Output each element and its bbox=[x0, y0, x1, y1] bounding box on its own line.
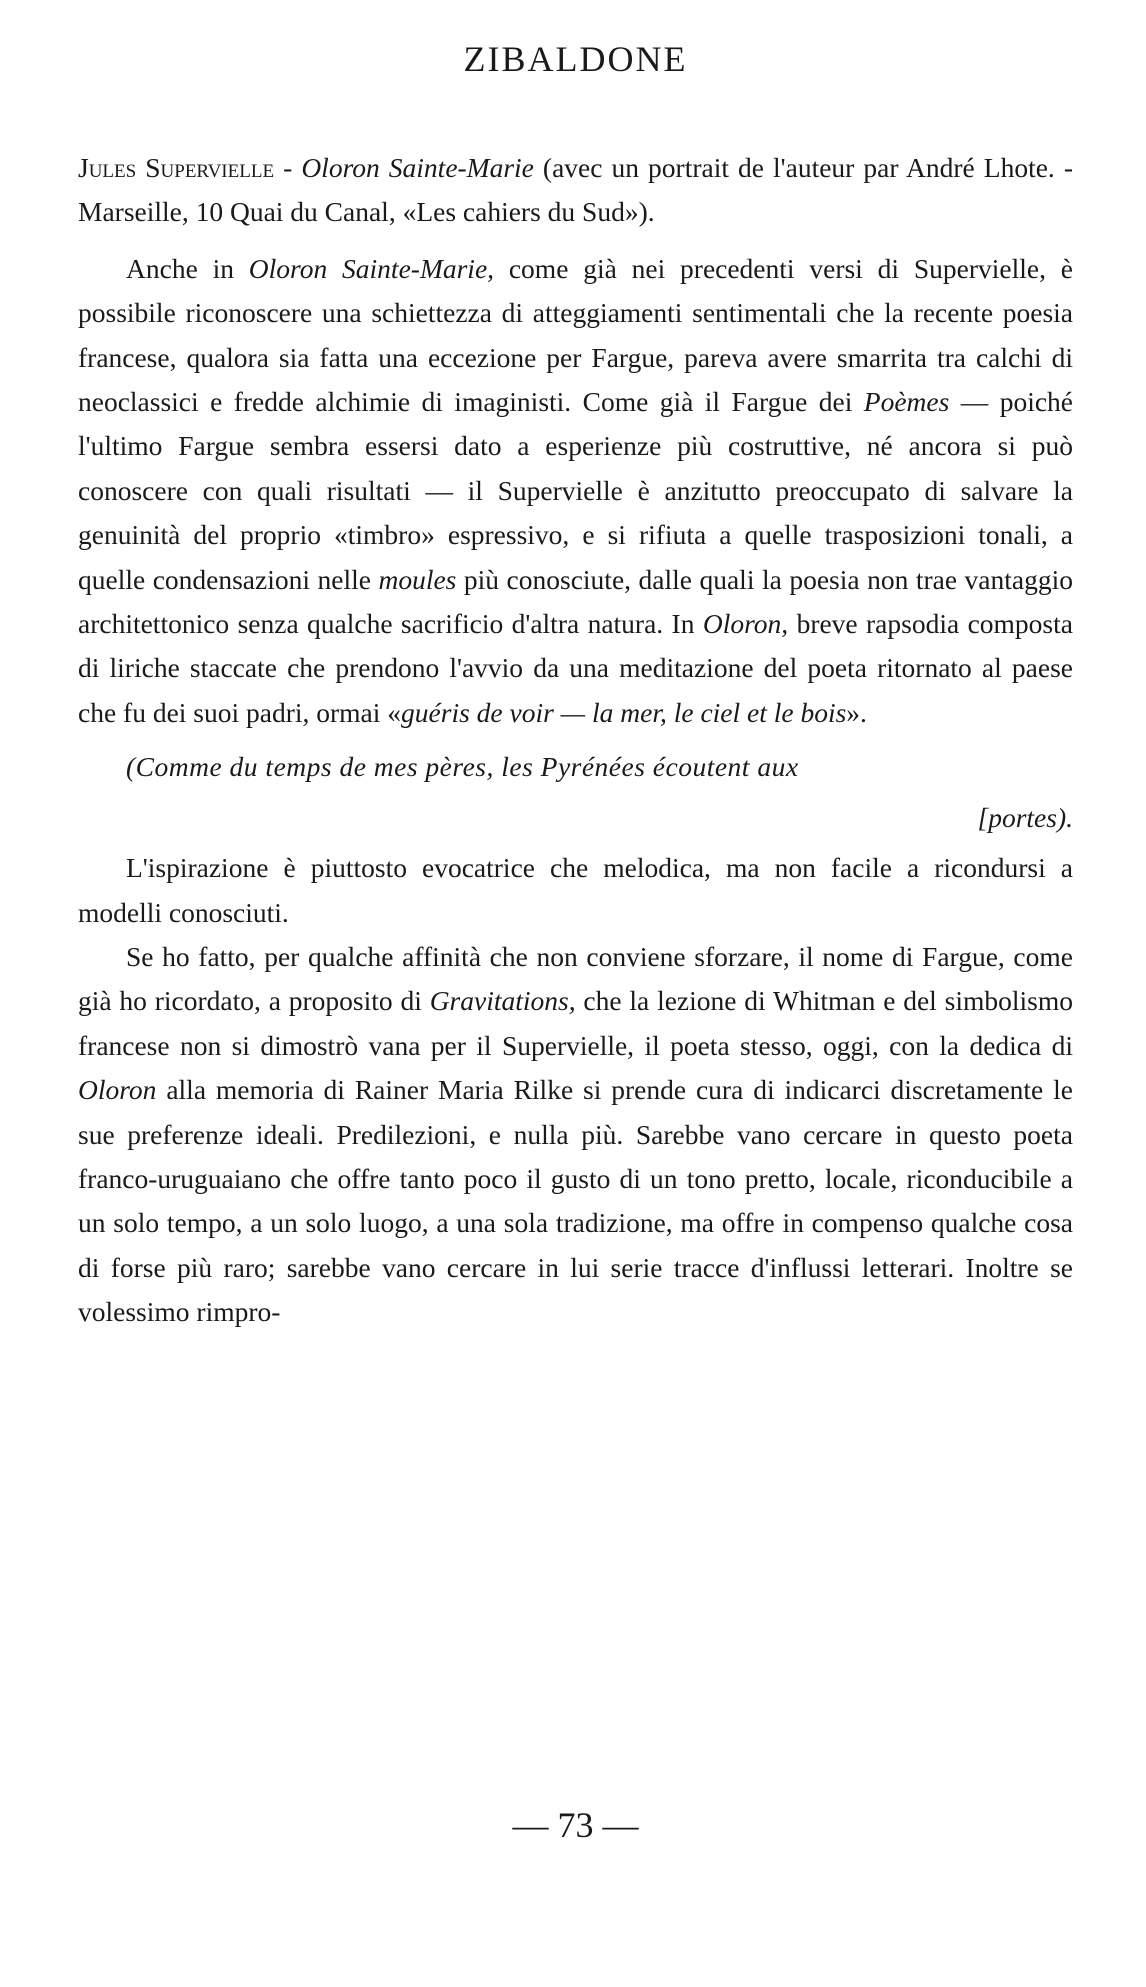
para1-italic-2: Poèmes bbox=[863, 386, 950, 418]
para1-text-4: più conosciute, dalle quali la poesia non trae vantaggio architettonico senza qualche sacrificio d'altra natura. In bbox=[78, 563, 1073, 640]
entry-work-title: Oloron Sainte-Marie bbox=[301, 152, 534, 183]
para3-text-3: alla memoria di Rainer Maria Rilke si prende cura di indicarci discretamente le sue preferenze ideali. Predilezioni, e nulla più. Sarebbe vano cercare in questo poeta franco-uruguaiano che offre tanto poco il gusto di un tono pretto, locale, riconducibile a un solo tempo, a un solo luogo, a una sola tradizione, ma offre in compenso qualche cosa di forse più raro; sarebbe vano cercare in lui serie tracce d'influssi letterari. Inoltre se volessimo rimpro- bbox=[78, 1074, 1073, 1328]
page-number: — 73 — bbox=[512, 1805, 639, 1845]
para1-text-5: breve rapsodia composta di liriche staccate che prendono l'avvio da una meditazione del poeta ritornato al paese che fu dei suoi padri, ormai « bbox=[78, 608, 1073, 728]
entry-separator: - bbox=[274, 152, 302, 183]
para3-text-2: che la lezione di Whitman e del simbolismo francese non si dimostrò vana per il Supervielle, il poeta stesso, oggi, con la dedica di bbox=[78, 985, 1073, 1061]
para1-text-2: come già nei precedenti versi di Supervielle, è possibile riconoscere una schiettezza di atteggiamenti sentimentali che la recente poesia francese, qualora sia fatta una eccezione per Fargue, pareva avere smarrita tra calchi di neoclassici e fredde alchimie di imaginisti. Come già il Fargue dei bbox=[78, 252, 1073, 418]
paragraph-3 bbox=[78, 935, 1073, 1335]
para1-italic-5: guéris de voir — la mer, le ciel et le bois bbox=[401, 696, 847, 728]
para1-italic-1: Oloron Sainte-Marie, bbox=[248, 252, 495, 284]
entry-author: Jules Supervielle bbox=[78, 152, 275, 183]
bibliographic-entry bbox=[78, 146, 1073, 235]
verse-quote-line-2: [portes). bbox=[977, 801, 1073, 833]
entry-details: (avec un portrait de l'auteur par André Lhote. - Marseille, 10 Quai du Canal, «Les cahiers du Sud»). bbox=[78, 152, 1073, 228]
para1-italic-3: moules bbox=[378, 563, 457, 595]
para1-text-6: ». bbox=[846, 696, 867, 728]
para1-italic-4: Oloron, bbox=[702, 608, 789, 640]
paragraph-1 bbox=[78, 247, 1073, 735]
para3-italic-1: Gravitations, bbox=[429, 985, 576, 1017]
para1-text-1: Anche in bbox=[126, 252, 249, 284]
para3-italic-2: Oloron bbox=[78, 1074, 157, 1106]
verse-quote-line-1: (Comme du temps de mes pères, les Pyrénées écoutent aux bbox=[126, 751, 799, 783]
para1-text-3: — poiché l'ultimo Fargue sembra essersi dato a esperienze più costruttive, né ancora si può conoscere con quali risultati — il Supervielle è anzitutto preoccupato di salvare la genuinità del proprio «timbro» espressivo, e si rifiuta a quelle trasposizioni tonali, a quelle condensazioni nelle bbox=[78, 386, 1073, 595]
running-head: ZIBALDONE bbox=[463, 39, 688, 79]
para3-text-1: Se ho fatto, per qualche affinità che non conviene sforzare, il nome di Fargue, come già ho ricordato, a proposito di bbox=[78, 940, 1073, 1017]
body-text bbox=[78, 146, 1073, 1335]
paragraph-2: L'ispirazione è piuttosto evocatrice che melodica, ma non facile a ricondursi a modelli conosciuti. bbox=[78, 852, 1073, 928]
